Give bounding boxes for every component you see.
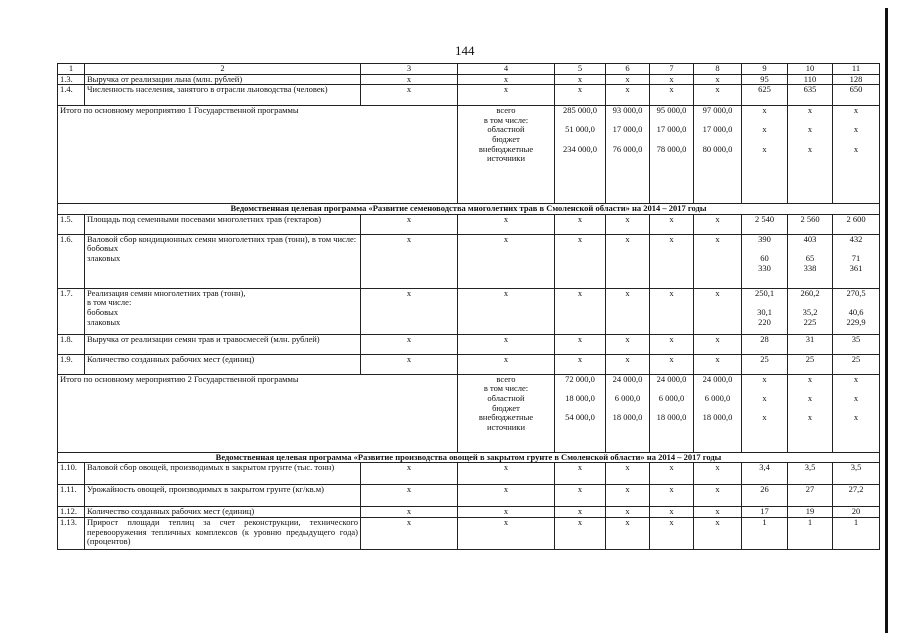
table-row <box>58 517 880 549</box>
total-row <box>58 106 880 204</box>
value-c8: x <box>694 74 742 85</box>
value-c5: x <box>555 485 606 507</box>
total-value-c9: x x x <box>742 374 788 452</box>
value-c5: x <box>555 234 606 288</box>
table-row <box>58 507 880 518</box>
value-c4: x <box>458 288 555 334</box>
value-c5: x <box>555 354 606 374</box>
value-c10: 403 65 338 <box>788 234 833 288</box>
value-c5: x <box>555 74 606 85</box>
page-number: 144 <box>455 43 475 58</box>
value-c9: 25 <box>742 354 788 374</box>
value-c7: x <box>650 507 694 518</box>
total-value-c5: 285 000,0 51 000,0 234 000,0 <box>555 106 606 204</box>
value-c7: x <box>650 214 694 234</box>
value-c4: x <box>458 354 555 374</box>
value-c6: x <box>606 288 650 334</box>
row-number: 1.7. <box>58 288 85 334</box>
value-c9: 26 <box>742 485 788 507</box>
value-c9: 250,1 30,1 220 <box>742 288 788 334</box>
value-c3: x <box>361 288 458 334</box>
column-number: 6 <box>606 64 650 75</box>
value-c6: x <box>606 354 650 374</box>
value-c8: x <box>694 234 742 288</box>
table-row <box>58 234 880 288</box>
table-row <box>58 85 880 106</box>
value-c4: x <box>458 234 555 288</box>
table-body <box>58 64 880 550</box>
value-c4: x <box>458 214 555 234</box>
total-value-c11: x x x <box>833 106 880 204</box>
section-title: Ведомственная целевая программа «Развитие семеноводства многолетних трав в Смоленской области» на 2014 – 2017 годы <box>58 204 880 215</box>
value-c8: x <box>694 214 742 234</box>
value-c4: x <box>458 485 555 507</box>
row-number: 1.8. <box>58 334 85 354</box>
total-row <box>58 374 880 452</box>
value-c9: 17 <box>742 507 788 518</box>
column-number: 11 <box>833 64 880 75</box>
value-c10: 2 560 <box>788 214 833 234</box>
value-c4: x <box>458 74 555 85</box>
value-c11: 35 <box>833 334 880 354</box>
total-value-c11: x x x <box>833 374 880 452</box>
table-row <box>58 463 880 485</box>
value-c11: 270,5 40,6 229,9 <box>833 288 880 334</box>
value-c7: x <box>650 517 694 549</box>
value-c8: x <box>694 288 742 334</box>
value-c9: 95 <box>742 74 788 85</box>
column-number: 1 <box>58 64 85 75</box>
indicator-name: Количество созданных рабочих мест (единиц) <box>85 354 361 374</box>
row-number: 1.12. <box>58 507 85 518</box>
value-c8: x <box>694 517 742 549</box>
column-number: 7 <box>650 64 694 75</box>
value-c7: x <box>650 463 694 485</box>
value-c7: x <box>650 485 694 507</box>
value-c9: 625 <box>742 85 788 106</box>
value-c6: x <box>606 74 650 85</box>
value-c3: x <box>361 507 458 518</box>
value-c5: x <box>555 288 606 334</box>
total-value-c7: 24 000,0 6 000,0 18 000,0 <box>650 374 694 452</box>
value-c6: x <box>606 485 650 507</box>
value-c10: 19 <box>788 507 833 518</box>
value-c5: x <box>555 214 606 234</box>
value-c4: x <box>458 463 555 485</box>
value-c5: x <box>555 507 606 518</box>
indicator-name: Численность населения, занятого в отрасли льноводства (человек) <box>85 85 361 106</box>
value-c8: x <box>694 334 742 354</box>
value-c4: x <box>458 517 555 549</box>
value-c7: x <box>650 74 694 85</box>
value-c7: x <box>650 85 694 106</box>
row-number: 1.9. <box>58 354 85 374</box>
value-c4: x <box>458 85 555 106</box>
value-c9: 2 540 <box>742 214 788 234</box>
total-label: Итого по основному мероприятию 2 Государственной программы <box>58 374 458 452</box>
table-row <box>58 334 880 354</box>
column-number: 2 <box>85 64 361 75</box>
value-c10: 27 <box>788 485 833 507</box>
value-c3: x <box>361 517 458 549</box>
header-row <box>58 64 880 75</box>
indicators-table <box>57 63 880 550</box>
value-c3: x <box>361 74 458 85</box>
value-c6: x <box>606 234 650 288</box>
funding-sources: всего в том числе: областной бюджет внебюджетные источники <box>458 374 555 452</box>
indicator-name: Урожайность овощей, производимых в закрытом грунте (кг/кв.м) <box>85 485 361 507</box>
value-c7: x <box>650 334 694 354</box>
funding-sources: всего в том числе: областной бюджет внебюджетные источники <box>458 106 555 204</box>
value-c11: 1 <box>833 517 880 549</box>
row-number: 1.11. <box>58 485 85 507</box>
value-c5: x <box>555 334 606 354</box>
value-c11: 20 <box>833 507 880 518</box>
value-c3: x <box>361 234 458 288</box>
value-c5: x <box>555 463 606 485</box>
column-number: 10 <box>788 64 833 75</box>
indicator-name: Валовой сбор кондиционных семян многолетних трав (тонн), в том числе: бобовых злаковых <box>85 234 361 288</box>
value-c9: 3,4 <box>742 463 788 485</box>
value-c6: x <box>606 517 650 549</box>
value-c8: x <box>694 485 742 507</box>
value-c4: x <box>458 334 555 354</box>
value-c10: 25 <box>788 354 833 374</box>
value-c8: x <box>694 85 742 106</box>
table-row <box>58 74 880 85</box>
value-c11: 650 <box>833 85 880 106</box>
section-row <box>58 452 880 463</box>
margin-line <box>885 8 888 633</box>
value-c9: 390 60 330 <box>742 234 788 288</box>
total-value-c8: 24 000,0 6 000,0 18 000,0 <box>694 374 742 452</box>
total-value-c8: 97 000,0 17 000,0 80 000,0 <box>694 106 742 204</box>
value-c10: 110 <box>788 74 833 85</box>
value-c11: 27,2 <box>833 485 880 507</box>
section-row <box>58 204 880 215</box>
row-number: 1.13. <box>58 517 85 549</box>
value-c3: x <box>361 485 458 507</box>
indicator-name: Реализация семян многолетних трав (тонн), в том числе: бобовых злаковых <box>85 288 361 334</box>
table-row <box>58 354 880 374</box>
indicator-name: Количество созданных рабочих мест (единиц) <box>85 507 361 518</box>
value-c11: 3,5 <box>833 463 880 485</box>
value-c10: 31 <box>788 334 833 354</box>
value-c3: x <box>361 463 458 485</box>
value-c3: x <box>361 214 458 234</box>
indicator-name: Валовой сбор овощей, производимых в закрытом грунте (тыс. тонн) <box>85 463 361 485</box>
table-row <box>58 288 880 334</box>
row-number: 1.10. <box>58 463 85 485</box>
table-row <box>58 485 880 507</box>
value-c11: 128 <box>833 74 880 85</box>
total-value-c10: x x x <box>788 374 833 452</box>
value-c8: x <box>694 463 742 485</box>
value-c3: x <box>361 334 458 354</box>
indicator-name: Выручка от реализации семян трав и травосмесей (млн. рублей) <box>85 334 361 354</box>
value-c10: 635 <box>788 85 833 106</box>
total-value-c9: x x x <box>742 106 788 204</box>
value-c6: x <box>606 214 650 234</box>
value-c8: x <box>694 354 742 374</box>
total-label: Итого по основному мероприятию 1 Государственной программы <box>58 106 458 204</box>
column-number: 8 <box>694 64 742 75</box>
section-title: Ведомственная целевая программа «Развитие производства овощей в закрытом грунте в Смоленской области» на 2014 – 2017 годы <box>58 452 880 463</box>
row-number: 1.4. <box>58 85 85 106</box>
total-value-c6: 93 000,0 17 000,0 76 000,0 <box>606 106 650 204</box>
value-c6: x <box>606 85 650 106</box>
indicator-name: Площадь под семенными посевами многолетних трав (гектаров) <box>85 214 361 234</box>
value-c8: x <box>694 507 742 518</box>
value-c11: 25 <box>833 354 880 374</box>
value-c3: x <box>361 354 458 374</box>
value-c6: x <box>606 507 650 518</box>
value-c9: 28 <box>742 334 788 354</box>
indicator-name: Прирост площади теплиц за счет реконструкции, технического перевооружения тепличных комплексов (к уровню предыдущего года) (процентов) <box>85 517 361 549</box>
total-value-c6: 24 000,0 6 000,0 18 000,0 <box>606 374 650 452</box>
total-value-c5: 72 000,0 18 000,0 54 000,0 <box>555 374 606 452</box>
column-number: 5 <box>555 64 606 75</box>
value-c4: x <box>458 507 555 518</box>
value-c11: 2 600 <box>833 214 880 234</box>
column-number: 4 <box>458 64 555 75</box>
value-c9: 1 <box>742 517 788 549</box>
value-c3: x <box>361 85 458 106</box>
value-c11: 432 71 361 <box>833 234 880 288</box>
value-c5: x <box>555 85 606 106</box>
value-c6: x <box>606 334 650 354</box>
value-c7: x <box>650 288 694 334</box>
table-row <box>58 214 880 234</box>
value-c10: 260,2 35,2 225 <box>788 288 833 334</box>
row-number: 1.5. <box>58 214 85 234</box>
indicator-name: Выручка от реализации льна (млн. рублей) <box>85 74 361 85</box>
column-number: 9 <box>742 64 788 75</box>
value-c5: x <box>555 517 606 549</box>
row-number: 1.3. <box>58 74 85 85</box>
value-c10: 3,5 <box>788 463 833 485</box>
row-number: 1.6. <box>58 234 85 288</box>
value-c7: x <box>650 354 694 374</box>
total-value-c10: x x x <box>788 106 833 204</box>
column-number: 3 <box>361 64 458 75</box>
total-value-c7: 95 000,0 17 000,0 78 000,0 <box>650 106 694 204</box>
value-c10: 1 <box>788 517 833 549</box>
value-c6: x <box>606 463 650 485</box>
value-c7: x <box>650 234 694 288</box>
